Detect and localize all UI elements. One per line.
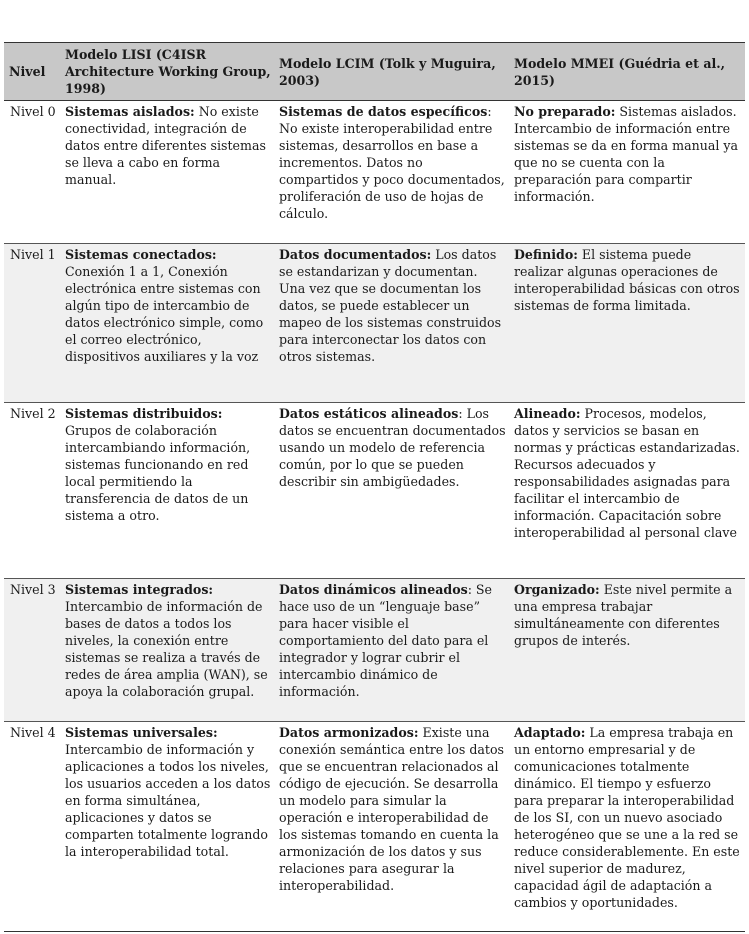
table-row-nivel-2 <box>4 403 745 579</box>
mmei-text: Sistemas aislados. Intercambio de información entre sistemas se da en forma manual ya que no se cuenta con la preparación para compartir información. <box>514 104 738 204</box>
mmei-text: La empresa trabaja en un entorno empresarial y de comunicaciones totalmente dinámico. El tiempo y esfuerzo para preparar la interoperabilidad de los SI, con un nuevo asociado heterogéneo que se une a la red se reduce considerablemente. En este nivel superior de madurez, capacidad ágil de adaptación a cambios y oportunidades. <box>514 725 740 910</box>
lisi-cell <box>60 244 274 403</box>
mmei-cell <box>509 579 745 722</box>
nivel-cell: Nivel 3 <box>4 579 60 722</box>
lcim-cell <box>274 722 509 932</box>
nivel-cell: Nivel 4 <box>4 722 60 932</box>
lisi-cell <box>60 101 274 244</box>
lisi-text: Intercambio de información y aplicaciones a todos los niveles, los usuarios acceden a los datos en forma simultánea, aplicaciones y datos se comparten totalmente logrando la interoperabilidad total. <box>65 742 271 859</box>
lisi-cell <box>60 403 274 579</box>
mmei-title: No preparado: <box>514 104 616 119</box>
lisi-title: Sistemas universales: <box>65 725 218 740</box>
lcim-cell <box>274 403 509 579</box>
interoperability-models-table <box>4 42 745 932</box>
header-nivel: Nivel <box>4 43 60 101</box>
lisi-text: Grupos de colaboración intercambiando información, sistemas funcionando en red local permitiendo la transferencia de datos de un sistema a otro. <box>65 423 251 523</box>
lcim-text: : No existe interoperabilidad entre sistemas, desarrollos en base a incrementos. Datos no compartidos y poco documentados, proliferación de uso de hojas de cálculo. <box>279 104 505 221</box>
lisi-title: Sistemas conectados: <box>65 247 217 262</box>
nivel-cell: Nivel 0 <box>4 101 60 244</box>
mmei-text: Procesos, modelos, datos y servicios se basan en normas y prácticas estandarizadas. Recursos adecuados y responsabilidades asignadas para facilitar el intercambio de información. Capacitación sobre interoperabilidad al personal clave <box>514 406 740 540</box>
lcim-text: Los datos se estandarizan y documentan. Una vez que se documentan los datos, se puede establecer un mapeo de los sistemas construidos para interconectar los datos con otros sistemas. <box>279 247 502 364</box>
lcim-text: Existe una conexión semántica entre los datos que se encuentran relacionados al código de ejecución. Se desarrolla un modelo para simular la operación e interoperabilidad de los sistemas tomando en cuenta la armonización de los datos y sus relaciones para asegurar la interoperabilidad. <box>279 725 505 893</box>
lisi-text: Intercambio de información de bases de datos a todos los niveles, la conexión entre sistemas se realiza a través de redes de área amplia (WAN), se apoya la colaboración grupal. <box>65 599 268 699</box>
lcim-text: : Los datos se encuentran documentados usando un modelo de referencia común, por lo que se pueden describir sin ambigüedades. <box>279 406 506 489</box>
mmei-title: Adaptado: <box>514 725 586 740</box>
lcim-title: Sistemas de datos específicos <box>279 104 488 119</box>
lcim-cell <box>274 101 509 244</box>
lcim-text: : Se hace uso de un “lenguaje base” para hacer visible el comportamiento del dato para el integrador y lograr cubrir el intercambio dinámico de información. <box>279 582 493 699</box>
lisi-text: No existe conectividad, integración de datos entre diferentes sistemas se lleva a cabo en forma manual. <box>65 104 266 187</box>
table-header-row <box>4 43 745 101</box>
lcim-title: Datos estáticos alineados <box>279 406 459 421</box>
lcim-cell <box>274 579 509 722</box>
mmei-cell <box>509 244 745 403</box>
table-row-nivel-3 <box>4 579 745 722</box>
lisi-title: Sistemas aislados: <box>65 104 195 119</box>
table-row-nivel-4 <box>4 722 745 932</box>
lisi-title: Sistemas integrados: <box>65 582 214 597</box>
mmei-cell <box>509 722 745 932</box>
lisi-text: Conexión 1 a 1, Conexión electrónica entre sistemas con algún tipo de intercambio de datos electrónico simple, como el correo electrónico, dispositivos auxiliares y la voz <box>65 264 264 364</box>
header-modelo-lisi: Modelo LISI (C4ISR Architecture Working Group, 1998) <box>60 43 274 101</box>
mmei-title: Definido: <box>514 247 578 262</box>
table-row-nivel-1 <box>4 244 745 403</box>
mmei-cell <box>509 403 745 579</box>
mmei-text: Este nivel permite a una empresa trabajar simultáneamente con diferentes grupos de interés. <box>514 582 733 648</box>
mmei-title: Organizado: <box>514 582 600 597</box>
header-modelo-lcim: Modelo LCIM (Tolk y Muguira, 2003) <box>274 43 509 101</box>
mmei-title: Alineado: <box>514 406 581 421</box>
nivel-cell: Nivel 2 <box>4 403 60 579</box>
lcim-title: Datos dinámicos alineados <box>279 582 468 597</box>
lcim-title: Datos armonizados: <box>279 725 419 740</box>
header-modelo-mmei: Modelo MMEI (Guédria et al., 2015) <box>509 43 745 101</box>
lcim-title: Datos documentados: <box>279 247 432 262</box>
mmei-text: El sistema puede realizar algunas operaciones de interoperabilidad básicas con otros sistemas de forma limitada. <box>514 247 740 313</box>
mmei-cell <box>509 101 745 244</box>
lcim-cell <box>274 244 509 403</box>
lisi-title: Sistemas distribuidos: <box>65 406 223 421</box>
table-row-nivel-0 <box>4 101 745 244</box>
lisi-cell <box>60 722 274 932</box>
lisi-cell <box>60 579 274 722</box>
nivel-cell: Nivel 1 <box>4 244 60 403</box>
